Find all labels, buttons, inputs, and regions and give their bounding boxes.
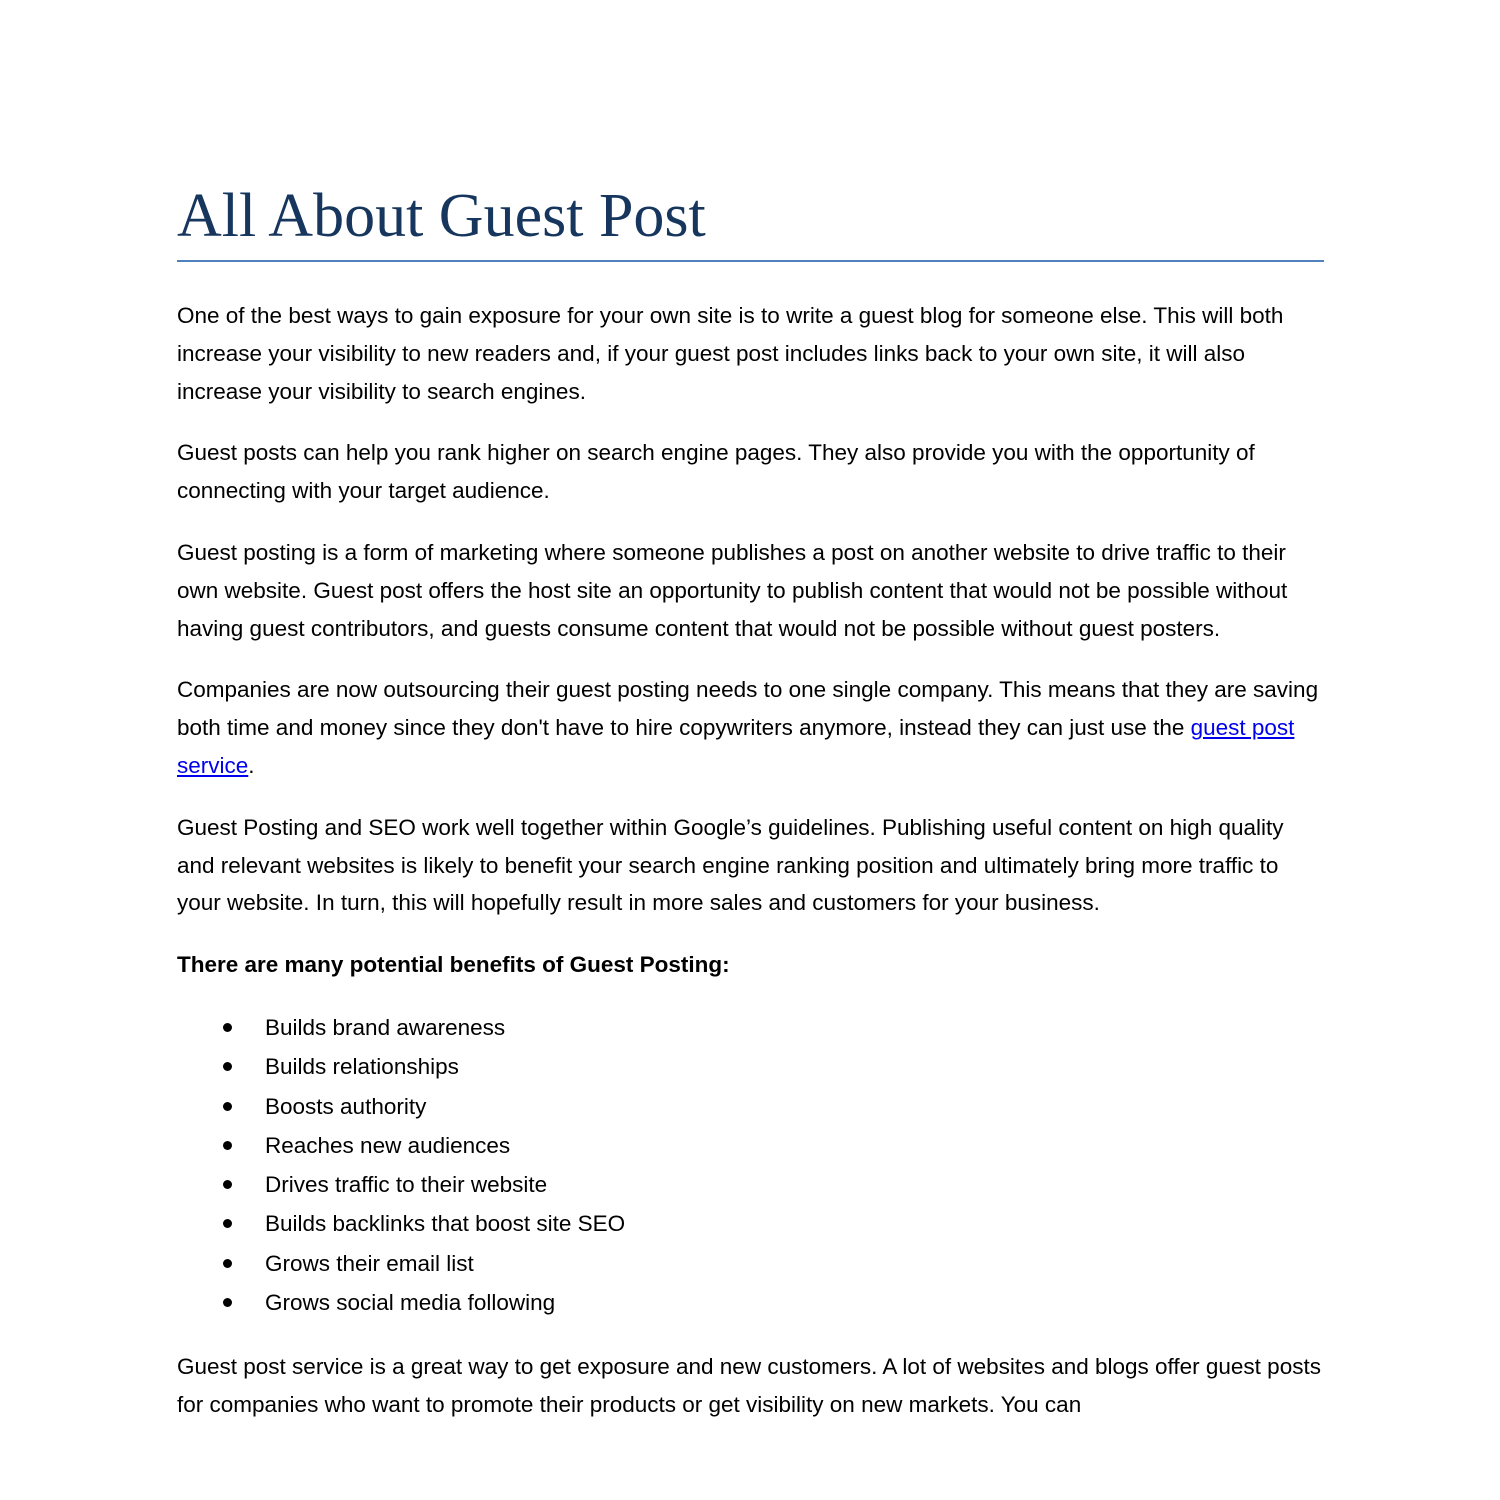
bullet-icon	[223, 1102, 232, 1111]
list-item-label: Grows social media following	[265, 1290, 556, 1316]
paragraph-guest-posting-definition: Guest posting is a form of marketing where someone publishes a post on another website to drive traffic to their own website. Guest post offers the host site an opportunity to publish content that would not be possible without having guest contributors, and guests consume content that would not be possible without guest posters.	[177, 539, 1288, 641]
list-item-label: Builds relationships	[265, 1054, 459, 1080]
list-item	[177, 1126, 1327, 1165]
list-item	[177, 1008, 1327, 1047]
list-item-label: Boosts authority	[265, 1093, 427, 1119]
paragraph-outsourcing	[177, 671, 1327, 784]
list-item-label: Builds brand awareness	[265, 1014, 506, 1040]
document-body	[177, 297, 1327, 1448]
bullet-icon	[223, 1180, 232, 1189]
title-divider	[177, 260, 1324, 262]
paragraph-outsourcing-text: Companies are now outsourcing their guest posting needs to one single company. This means that they are saving both time and money since they don't have to hire copywriters anymore, instead they can just use the	[177, 677, 1319, 741]
paragraph-seo: Guest Posting and SEO work well together within Google’s guidelines. Publishing useful content on high quality and relevant websites is likely to benefit your search engine ranking position and ultimately bring more traffic to your website. In turn, this will hopefully result in more sales and customers for your business.	[177, 814, 1284, 916]
document-title: All About Guest Post	[177, 182, 706, 250]
list-item	[177, 1087, 1327, 1126]
list-item-label: Reaches new audiences	[265, 1132, 511, 1158]
bullet-icon	[223, 1141, 232, 1150]
list-item	[177, 1165, 1327, 1204]
bullet-icon	[223, 1298, 232, 1307]
bullet-icon	[223, 1219, 232, 1228]
list-item	[177, 1244, 1327, 1283]
paragraph-rank-higher: Guest posts can help you rank higher on search engine pages. They also provide you with the opportunity of connecting with your target audience.	[177, 440, 1255, 504]
list-item-label: Grows their email list	[265, 1250, 474, 1276]
paragraph-closing: Guest post service is a great way to get exposure and new customers. A lot of websites and blogs offer guest posts for companies who want to promote their products or get visibility on new markets. You can	[177, 1354, 1321, 1418]
bullet-icon	[223, 1023, 232, 1032]
paragraph-outsourcing-end: .	[248, 752, 255, 778]
list-item	[177, 1283, 1327, 1322]
list-item-label: Drives traffic to their website	[265, 1172, 548, 1198]
list-item	[177, 1204, 1327, 1243]
list-item-label: Builds backlinks that boost site SEO	[265, 1211, 626, 1237]
benefits-list	[177, 1008, 1327, 1322]
paragraph-exposure: One of the best ways to gain exposure for your own site is to write a guest blog for someone else. This will both increase your visibility to new readers and, if your guest post includes links back to your own site, it will also increase your visibility to search engines.	[177, 303, 1284, 404]
benefits-heading: There are many potential benefits of Guest Posting:	[177, 952, 730, 978]
list-item	[177, 1047, 1327, 1086]
guest-post-service-link[interactable]: guest post service	[177, 715, 1295, 778]
bullet-icon	[223, 1062, 232, 1071]
bullet-icon	[223, 1259, 232, 1268]
